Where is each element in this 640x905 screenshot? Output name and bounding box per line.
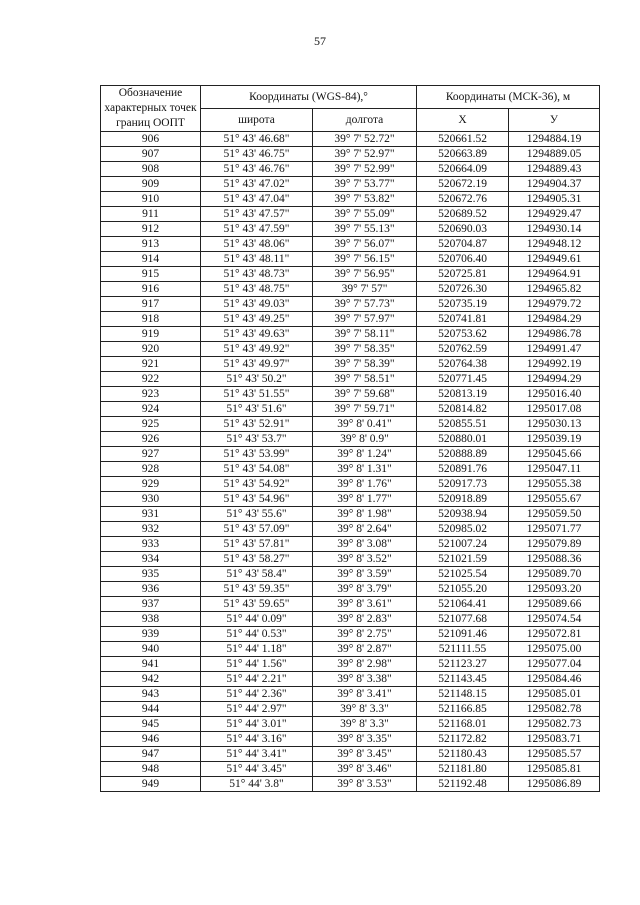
latitude-cell: 51° 44' 3.01" bbox=[201, 717, 313, 732]
y-cell: 1295039.19 bbox=[509, 432, 600, 447]
latitude-cell: 51° 43' 46.68" bbox=[201, 132, 313, 147]
latitude-cell: 51° 44' 3.41" bbox=[201, 747, 313, 762]
table-row bbox=[101, 222, 600, 237]
y-cell: 1294979.72 bbox=[509, 297, 600, 312]
latitude-cell: 51° 43' 49.92" bbox=[201, 342, 313, 357]
longitude-cell: 39° 7' 55.13" bbox=[313, 222, 417, 237]
longitude-cell: 39° 8' 3.38" bbox=[313, 672, 417, 687]
x-cell: 520764.38 bbox=[417, 357, 509, 372]
latitude-cell: 51° 43' 57.81" bbox=[201, 537, 313, 552]
table-row bbox=[101, 627, 600, 642]
table-row bbox=[101, 537, 600, 552]
y-cell: 1294992.19 bbox=[509, 357, 600, 372]
table-row bbox=[101, 732, 600, 747]
point-id-cell: 917 bbox=[101, 297, 201, 312]
x-cell: 521166.85 bbox=[417, 702, 509, 717]
point-id-cell: 913 bbox=[101, 237, 201, 252]
point-id-cell: 908 bbox=[101, 162, 201, 177]
longitude-cell: 39° 7' 56.07" bbox=[313, 237, 417, 252]
y-cell: 1294994.29 bbox=[509, 372, 600, 387]
longitude-cell: 39° 8' 0.41" bbox=[313, 417, 417, 432]
table-row bbox=[101, 357, 600, 372]
x-cell: 520726.30 bbox=[417, 282, 509, 297]
y-cell: 1294984.29 bbox=[509, 312, 600, 327]
table-body bbox=[101, 132, 600, 792]
latitude-cell: 51° 43' 51.55" bbox=[201, 387, 313, 402]
point-id-cell: 921 bbox=[101, 357, 201, 372]
table-header-row bbox=[101, 86, 600, 109]
table-row bbox=[101, 642, 600, 657]
x-cell: 520880.01 bbox=[417, 432, 509, 447]
longitude-cell: 39° 8' 2.83" bbox=[313, 612, 417, 627]
y-cell: 1295059.50 bbox=[509, 507, 600, 522]
latitude-cell: 51° 43' 50.2" bbox=[201, 372, 313, 387]
y-cell: 1295082.73 bbox=[509, 717, 600, 732]
designation-header: Обозначение характерных точек границ ООПТ bbox=[101, 86, 201, 132]
longitude-cell: 39° 8' 3.59" bbox=[313, 567, 417, 582]
coordinates-table bbox=[100, 85, 600, 792]
y-cell: 1295074.54 bbox=[509, 612, 600, 627]
longitude-cell: 39° 8' 3.46" bbox=[313, 762, 417, 777]
x-cell: 521007.24 bbox=[417, 537, 509, 552]
latitude-cell: 51° 43' 52.91" bbox=[201, 417, 313, 432]
x-cell: 521168.01 bbox=[417, 717, 509, 732]
latitude-cell: 51° 44' 2.97" bbox=[201, 702, 313, 717]
latitude-cell: 51° 43' 51.6" bbox=[201, 402, 313, 417]
latitude-cell: 51° 43' 53.7" bbox=[201, 432, 313, 447]
longitude-cell: 39° 7' 58.35" bbox=[313, 342, 417, 357]
point-id-cell: 929 bbox=[101, 477, 201, 492]
y-cell: 1294929.47 bbox=[509, 207, 600, 222]
y-cell: 1295072.81 bbox=[509, 627, 600, 642]
table-row bbox=[101, 327, 600, 342]
table-row bbox=[101, 717, 600, 732]
longitude-cell: 39° 7' 56.95" bbox=[313, 267, 417, 282]
table-row bbox=[101, 387, 600, 402]
longitude-cell: 39° 8' 1.98" bbox=[313, 507, 417, 522]
y-cell: 1295085.01 bbox=[509, 687, 600, 702]
x-cell: 520985.02 bbox=[417, 522, 509, 537]
point-id-cell: 942 bbox=[101, 672, 201, 687]
point-id-cell: 918 bbox=[101, 312, 201, 327]
table-row bbox=[101, 522, 600, 537]
x-cell: 520735.19 bbox=[417, 297, 509, 312]
latitude-cell: 51° 43' 48.06" bbox=[201, 237, 313, 252]
point-id-cell: 949 bbox=[101, 777, 201, 792]
table-row bbox=[101, 372, 600, 387]
y-cell: 1294889.05 bbox=[509, 147, 600, 162]
x-cell: 520725.81 bbox=[417, 267, 509, 282]
longitude-cell: 39° 8' 3.3" bbox=[313, 717, 417, 732]
table-row bbox=[101, 252, 600, 267]
y-cell: 1295077.04 bbox=[509, 657, 600, 672]
x-cell: 521055.20 bbox=[417, 582, 509, 597]
x-cell: 521172.82 bbox=[417, 732, 509, 747]
msk-header: Координаты (МСК-36), м bbox=[417, 86, 600, 109]
point-id-cell: 937 bbox=[101, 597, 201, 612]
longitude-cell: 39° 8' 0.9" bbox=[313, 432, 417, 447]
longitude-cell: 39° 8' 3.41" bbox=[313, 687, 417, 702]
latitude-cell: 51° 44' 0.09" bbox=[201, 612, 313, 627]
table-row bbox=[101, 582, 600, 597]
point-id-cell: 920 bbox=[101, 342, 201, 357]
point-id-cell: 923 bbox=[101, 387, 201, 402]
point-id-cell: 916 bbox=[101, 282, 201, 297]
y-cell: 1295045.66 bbox=[509, 447, 600, 462]
point-id-cell: 912 bbox=[101, 222, 201, 237]
point-id-cell: 944 bbox=[101, 702, 201, 717]
table-row bbox=[101, 687, 600, 702]
latitude-cell: 51° 43' 48.75" bbox=[201, 282, 313, 297]
point-id-cell: 928 bbox=[101, 462, 201, 477]
table-row bbox=[101, 597, 600, 612]
x-cell: 521077.68 bbox=[417, 612, 509, 627]
longitude-cell: 39° 8' 3.79" bbox=[313, 582, 417, 597]
y-cell: 1295082.78 bbox=[509, 702, 600, 717]
y-cell: 1294948.12 bbox=[509, 237, 600, 252]
latitude-cell: 51° 44' 1.18" bbox=[201, 642, 313, 657]
latitude-cell: 51° 44' 3.8" bbox=[201, 777, 313, 792]
table-row bbox=[101, 312, 600, 327]
table-row bbox=[101, 702, 600, 717]
point-id-cell: 925 bbox=[101, 417, 201, 432]
latitude-cell: 51° 44' 2.36" bbox=[201, 687, 313, 702]
y-cell: 1295055.67 bbox=[509, 492, 600, 507]
latitude-cell: 51° 43' 48.11" bbox=[201, 252, 313, 267]
x-cell: 520917.73 bbox=[417, 477, 509, 492]
point-id-cell: 906 bbox=[101, 132, 201, 147]
latitude-cell: 51° 44' 1.56" bbox=[201, 657, 313, 672]
point-id-cell: 940 bbox=[101, 642, 201, 657]
table-row bbox=[101, 477, 600, 492]
latitude-cell: 51° 44' 3.45" bbox=[201, 762, 313, 777]
longitude-cell: 39° 7' 58.51" bbox=[313, 372, 417, 387]
y-cell: 1294949.61 bbox=[509, 252, 600, 267]
latitude-cell: 51° 43' 47.57" bbox=[201, 207, 313, 222]
table-row bbox=[101, 612, 600, 627]
page-number: 57 bbox=[314, 34, 326, 48]
longitude-cell: 39° 8' 3.08" bbox=[313, 537, 417, 552]
x-cell: 521148.15 bbox=[417, 687, 509, 702]
latitude-cell: 51° 43' 49.63" bbox=[201, 327, 313, 342]
x-cell: 520855.51 bbox=[417, 417, 509, 432]
longitude-header: долгота bbox=[313, 109, 417, 132]
x-cell: 520938.94 bbox=[417, 507, 509, 522]
latitude-cell: 51° 43' 57.09" bbox=[201, 522, 313, 537]
table-row bbox=[101, 567, 600, 582]
point-id-cell: 946 bbox=[101, 732, 201, 747]
table-row bbox=[101, 162, 600, 177]
table-row bbox=[101, 147, 600, 162]
x-cell: 520771.45 bbox=[417, 372, 509, 387]
table-row bbox=[101, 492, 600, 507]
x-cell: 520690.03 bbox=[417, 222, 509, 237]
x-cell: 521180.43 bbox=[417, 747, 509, 762]
point-id-cell: 935 bbox=[101, 567, 201, 582]
y-cell: 1295030.13 bbox=[509, 417, 600, 432]
point-id-cell: 915 bbox=[101, 267, 201, 282]
y-cell: 1294884.19 bbox=[509, 132, 600, 147]
latitude-cell: 51° 43' 47.04" bbox=[201, 192, 313, 207]
y-cell: 1295088.36 bbox=[509, 552, 600, 567]
latitude-cell: 51° 44' 2.21" bbox=[201, 672, 313, 687]
wgs-header: Координаты (WGS-84),° bbox=[201, 86, 417, 109]
x-cell: 521143.45 bbox=[417, 672, 509, 687]
y-cell: 1294965.82 bbox=[509, 282, 600, 297]
table-row bbox=[101, 342, 600, 357]
longitude-cell: 39° 8' 1.76" bbox=[313, 477, 417, 492]
x-cell: 520704.87 bbox=[417, 237, 509, 252]
point-id-cell: 934 bbox=[101, 552, 201, 567]
longitude-cell: 39° 7' 53.82" bbox=[313, 192, 417, 207]
longitude-cell: 39° 7' 52.97" bbox=[313, 147, 417, 162]
longitude-cell: 39° 7' 57" bbox=[313, 282, 417, 297]
latitude-cell: 51° 43' 54.96" bbox=[201, 492, 313, 507]
latitude-cell: 51° 43' 49.03" bbox=[201, 297, 313, 312]
latitude-cell: 51° 43' 53.99" bbox=[201, 447, 313, 462]
x-cell: 521111.55 bbox=[417, 642, 509, 657]
x-cell: 520672.76 bbox=[417, 192, 509, 207]
longitude-cell: 39° 8' 2.75" bbox=[313, 627, 417, 642]
point-id-cell: 931 bbox=[101, 507, 201, 522]
longitude-cell: 39° 7' 59.71" bbox=[313, 402, 417, 417]
table-row bbox=[101, 657, 600, 672]
y-cell: 1295084.46 bbox=[509, 672, 600, 687]
point-id-cell: 945 bbox=[101, 717, 201, 732]
x-cell: 521181.80 bbox=[417, 762, 509, 777]
latitude-cell: 51° 43' 58.4" bbox=[201, 567, 313, 582]
longitude-cell: 39° 7' 57.97" bbox=[313, 312, 417, 327]
point-id-cell: 938 bbox=[101, 612, 201, 627]
x-cell: 520813.19 bbox=[417, 387, 509, 402]
longitude-cell: 39° 7' 58.39" bbox=[313, 357, 417, 372]
y-cell: 1295016.40 bbox=[509, 387, 600, 402]
table-row bbox=[101, 207, 600, 222]
latitude-cell: 51° 43' 49.97" bbox=[201, 357, 313, 372]
y-cell: 1294986.78 bbox=[509, 327, 600, 342]
x-cell: 520918.89 bbox=[417, 492, 509, 507]
longitude-cell: 39° 8' 2.98" bbox=[313, 657, 417, 672]
x-cell: 520762.59 bbox=[417, 342, 509, 357]
y-cell: 1295075.00 bbox=[509, 642, 600, 657]
y-cell: 1294930.14 bbox=[509, 222, 600, 237]
point-id-cell: 930 bbox=[101, 492, 201, 507]
longitude-cell: 39° 7' 53.77" bbox=[313, 177, 417, 192]
y-cell: 1295089.70 bbox=[509, 567, 600, 582]
point-id-cell: 919 bbox=[101, 327, 201, 342]
y-cell: 1294905.31 bbox=[509, 192, 600, 207]
y-cell: 1295089.66 bbox=[509, 597, 600, 612]
point-id-cell: 947 bbox=[101, 747, 201, 762]
point-id-cell: 911 bbox=[101, 207, 201, 222]
point-id-cell: 932 bbox=[101, 522, 201, 537]
point-id-cell: 909 bbox=[101, 177, 201, 192]
latitude-cell: 51° 43' 59.65" bbox=[201, 597, 313, 612]
latitude-cell: 51° 43' 55.6" bbox=[201, 507, 313, 522]
table-row bbox=[101, 762, 600, 777]
longitude-cell: 39° 7' 52.99" bbox=[313, 162, 417, 177]
table-row bbox=[101, 447, 600, 462]
x-cell: 521021.59 bbox=[417, 552, 509, 567]
point-id-cell: 943 bbox=[101, 687, 201, 702]
point-id-cell: 936 bbox=[101, 582, 201, 597]
latitude-cell: 51° 43' 46.75" bbox=[201, 147, 313, 162]
x-cell: 520891.76 bbox=[417, 462, 509, 477]
y-cell: 1295093.20 bbox=[509, 582, 600, 597]
table-row bbox=[101, 282, 600, 297]
point-id-cell: 924 bbox=[101, 402, 201, 417]
table-row bbox=[101, 552, 600, 567]
longitude-cell: 39° 8' 3.52" bbox=[313, 552, 417, 567]
y-cell: 1294889.43 bbox=[509, 162, 600, 177]
x-cell: 520672.19 bbox=[417, 177, 509, 192]
longitude-cell: 39° 7' 58.11" bbox=[313, 327, 417, 342]
y-cell: 1294964.91 bbox=[509, 267, 600, 282]
longitude-cell: 39° 7' 55.09" bbox=[313, 207, 417, 222]
x-cell: 521192.48 bbox=[417, 777, 509, 792]
longitude-cell: 39° 8' 3.53" bbox=[313, 777, 417, 792]
point-id-cell: 948 bbox=[101, 762, 201, 777]
table-row bbox=[101, 747, 600, 762]
y-cell: 1295085.57 bbox=[509, 747, 600, 762]
longitude-cell: 39° 8' 3.45" bbox=[313, 747, 417, 762]
latitude-cell: 51° 43' 47.59" bbox=[201, 222, 313, 237]
x-cell: 520706.40 bbox=[417, 252, 509, 267]
x-header: X bbox=[417, 109, 509, 132]
table-row bbox=[101, 432, 600, 447]
longitude-cell: 39° 7' 56.15" bbox=[313, 252, 417, 267]
table-row bbox=[101, 132, 600, 147]
point-id-cell: 910 bbox=[101, 192, 201, 207]
latitude-cell: 51° 43' 49.25" bbox=[201, 312, 313, 327]
longitude-cell: 39° 8' 1.31" bbox=[313, 462, 417, 477]
longitude-cell: 39° 8' 3.61" bbox=[313, 597, 417, 612]
table-row bbox=[101, 177, 600, 192]
latitude-cell: 51° 43' 59.35" bbox=[201, 582, 313, 597]
table-row bbox=[101, 507, 600, 522]
y-header: У bbox=[509, 109, 600, 132]
latitude-cell: 51° 43' 46.76" bbox=[201, 162, 313, 177]
table-row bbox=[101, 267, 600, 282]
y-cell: 1295085.81 bbox=[509, 762, 600, 777]
x-cell: 520888.89 bbox=[417, 447, 509, 462]
latitude-cell: 51° 43' 54.08" bbox=[201, 462, 313, 477]
point-id-cell: 926 bbox=[101, 432, 201, 447]
longitude-cell: 39° 8' 1.77" bbox=[313, 492, 417, 507]
y-cell: 1295017.08 bbox=[509, 402, 600, 417]
table-row bbox=[101, 777, 600, 792]
point-id-cell: 941 bbox=[101, 657, 201, 672]
x-cell: 520663.89 bbox=[417, 147, 509, 162]
latitude-header: широта bbox=[201, 109, 313, 132]
longitude-cell: 39° 8' 1.24" bbox=[313, 447, 417, 462]
point-id-cell: 922 bbox=[101, 372, 201, 387]
x-cell: 521025.54 bbox=[417, 567, 509, 582]
longitude-cell: 39° 8' 2.87" bbox=[313, 642, 417, 657]
table-row bbox=[101, 402, 600, 417]
longitude-cell: 39° 7' 57.73" bbox=[313, 297, 417, 312]
longitude-cell: 39° 7' 59.68" bbox=[313, 387, 417, 402]
y-cell: 1295086.89 bbox=[509, 777, 600, 792]
point-id-cell: 927 bbox=[101, 447, 201, 462]
point-id-cell: 939 bbox=[101, 627, 201, 642]
table-row bbox=[101, 192, 600, 207]
latitude-cell: 51° 43' 47.02" bbox=[201, 177, 313, 192]
x-cell: 521091.46 bbox=[417, 627, 509, 642]
table-row bbox=[101, 417, 600, 432]
latitude-cell: 51° 43' 58.27" bbox=[201, 552, 313, 567]
latitude-cell: 51° 44' 3.16" bbox=[201, 732, 313, 747]
table-row bbox=[101, 462, 600, 477]
y-cell: 1295055.38 bbox=[509, 477, 600, 492]
longitude-cell: 39° 8' 3.35" bbox=[313, 732, 417, 747]
latitude-cell: 51° 44' 0.53" bbox=[201, 627, 313, 642]
y-cell: 1295047.11 bbox=[509, 462, 600, 477]
longitude-cell: 39° 8' 3.3" bbox=[313, 702, 417, 717]
x-cell: 521064.41 bbox=[417, 597, 509, 612]
latitude-cell: 51° 43' 54.92" bbox=[201, 477, 313, 492]
x-cell: 520689.52 bbox=[417, 207, 509, 222]
x-cell: 520664.09 bbox=[417, 162, 509, 177]
table-row bbox=[101, 672, 600, 687]
y-cell: 1295079.89 bbox=[509, 537, 600, 552]
y-cell: 1295083.71 bbox=[509, 732, 600, 747]
point-id-cell: 914 bbox=[101, 252, 201, 267]
longitude-cell: 39° 7' 52.72" bbox=[313, 132, 417, 147]
y-cell: 1294991.47 bbox=[509, 342, 600, 357]
latitude-cell: 51° 43' 48.73" bbox=[201, 267, 313, 282]
x-cell: 521123.27 bbox=[417, 657, 509, 672]
longitude-cell: 39° 8' 2.64" bbox=[313, 522, 417, 537]
point-id-cell: 933 bbox=[101, 537, 201, 552]
x-cell: 520753.62 bbox=[417, 327, 509, 342]
y-cell: 1294904.37 bbox=[509, 177, 600, 192]
x-cell: 520741.81 bbox=[417, 312, 509, 327]
table-row bbox=[101, 297, 600, 312]
table-row bbox=[101, 237, 600, 252]
x-cell: 520661.52 bbox=[417, 132, 509, 147]
x-cell: 520814.82 bbox=[417, 402, 509, 417]
point-id-cell: 907 bbox=[101, 147, 201, 162]
y-cell: 1295071.77 bbox=[509, 522, 600, 537]
